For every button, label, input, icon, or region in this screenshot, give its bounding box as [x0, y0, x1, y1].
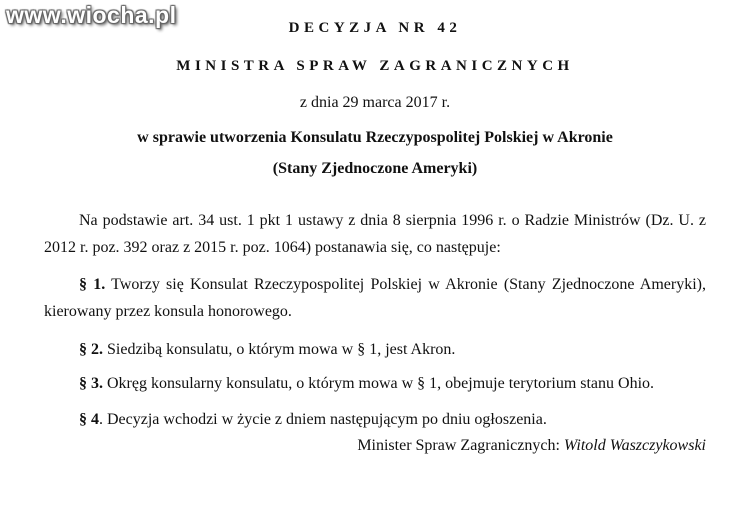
paragraph-3 — [44, 370, 706, 397]
paragraph-3-mark: § 3. — [79, 375, 103, 392]
paragraph-2-text: Siedzibą konsulatu, o którym mowa w § 1, jest Akron. — [103, 341, 456, 358]
subject-line-2: (Stany Zjednoczone Ameryki) — [272, 160, 478, 177]
issuer-title: MINISTRA SPRAW ZAGRANICZNYCH — [176, 58, 574, 74]
paragraph-4-mark: § 4 — [79, 411, 99, 428]
paragraph-1 — [44, 271, 706, 325]
paragraph-2-mark: § 2. — [79, 341, 103, 358]
intro-paragraph: Na podstawie art. 34 ust. 1 pkt 1 ustawy z dnia 8 sierpnia 1996 r. o Radzie Ministrów (Dz. U. z 2012 r. poz. 392 oraz z 2015 r. poz. 1064) postanawia się, co następuje: — [44, 212, 706, 256]
signature — [357, 437, 706, 455]
subject-line-1: w sprawie utworzenia Konsulatu Rzeczypospolitej Polskiej w Akronie — [137, 129, 613, 146]
paragraph-1-text: Tworzy się Konsulat Rzeczypospolitej Polskiej w Akronie (Stany Zjednoczone Ameryki), kierowany przez konsula honorowego. — [44, 276, 707, 320]
decision-title: DECYZJA NR 42 — [288, 20, 462, 36]
paragraph-2 — [44, 336, 706, 363]
signature-role: Minister Spraw Zagranicznych: — [357, 437, 564, 454]
paragraph-4 — [44, 406, 706, 433]
signature-name: Witold Waszczykowski — [563, 437, 706, 454]
paragraph-3-text: Okręg konsularny konsulatu, o którym mowa w § 1, obejmuje terytorium stanu Ohio. — [103, 375, 655, 392]
decision-date: z dnia 29 marca 2017 r. — [299, 94, 451, 111]
watermark: www.wiocha.pl — [6, 2, 177, 28]
paragraph-1-mark: § 1. — [79, 276, 106, 293]
paragraph-4-text: . Decyzja wchodzi w życie z dniem następującym po dniu ogłoszenia. — [99, 411, 547, 428]
